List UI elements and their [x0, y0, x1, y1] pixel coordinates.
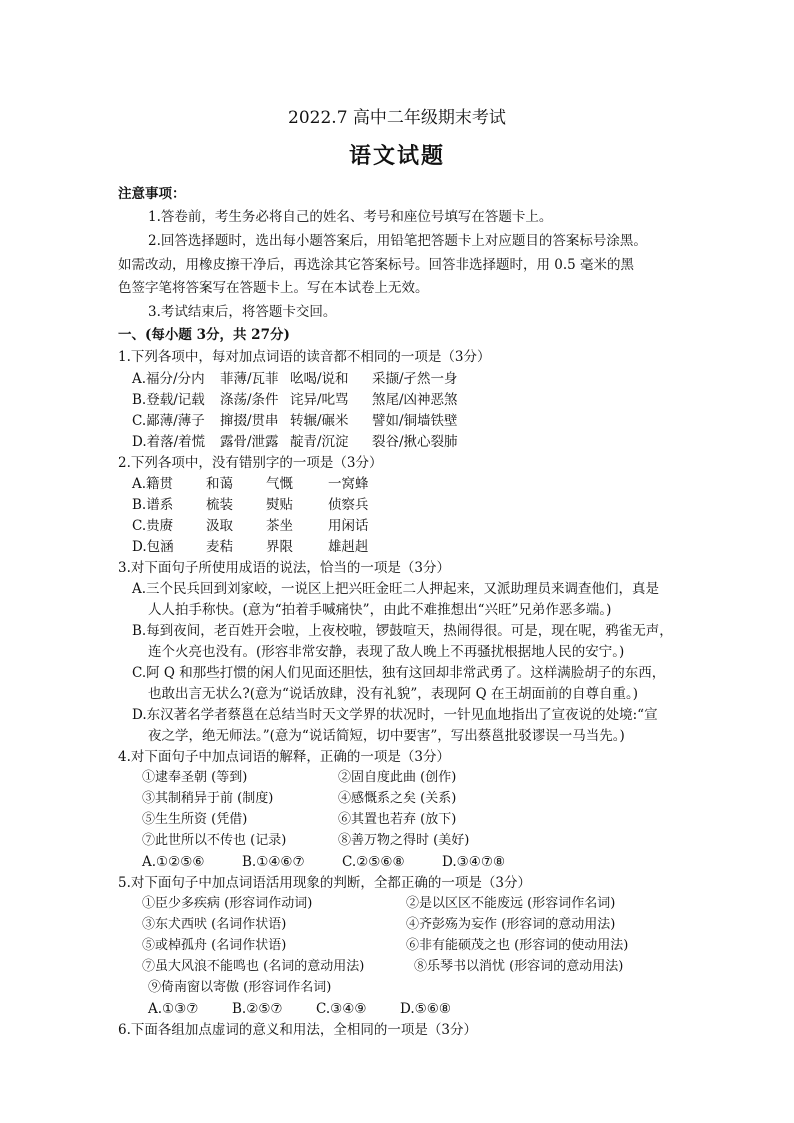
notice-item-2-line-2: 如需改动，用橡皮擦干净后，再选涂其它答案标号。回答非选择题时，用 0.5 毫米的黑	[118, 257, 635, 273]
question-1-option-a: A.福分/分内 菲薄/瓦菲 吆喝/说和 采撷/孑然一身	[132, 371, 458, 387]
notice-item-2-line-1: 2.回答选择题时，选出每小题答案后，用铅笔把答题卡上对应题目的答案标号涂黑。	[148, 233, 647, 249]
question-3-option-a-line-2: 人人拍手称快。(意为“拍着手喊痛快”，由此不难推想出“兴旺”兄弟作恶多端。)	[148, 602, 612, 618]
question-2-option-c: C.贵赓 汲取 茶坐 用闲话	[132, 518, 369, 534]
subject-title: 语文试题	[348, 143, 445, 169]
notice-item-2-line-3: 色签字笔将答案写在答题卡上。写在本试卷上无效。	[118, 280, 429, 296]
section-1-heading: 一、(每小题 3分，共 27分)	[118, 327, 290, 343]
notice-item-1: 1.答卷前，考生务必将自己的姓名、考号和座位号填写在答题卡上。	[148, 209, 553, 225]
question-5-pair-3: ⑤或棹孤舟 (名词作状语) ⑥非有能硕茂之也 (形容词的使动用法)	[142, 938, 629, 953]
question-3-option-c-line-2: 也敢出言无状么?(意为“说话放肆，没有礼貌”，表现阿 Q 在王胡面前的自尊自重。)	[148, 686, 638, 702]
question-6-stem: 6.下面各组加点虚词的意义和用法，全相同的一项是（3分）	[118, 1022, 477, 1038]
question-3-option-b-line-2: 连个火亮也没有。(形容非常安静，表现了敌人晚上不再骚扰根据地人民的安宁。)	[148, 644, 625, 660]
question-4-pair-1: ①逮奉圣朝 (等到) ②固自度此曲 (创作)	[142, 770, 457, 785]
question-3-stem: 3.对下面句子所使用成语的说法，恰当的一项是（3分）	[118, 560, 450, 576]
question-2-option-b: B.谱系 梳装 熨贴 侦察兵	[132, 497, 369, 513]
question-5-item-9: ⑨倚南窗以寄傲 (形容词作名词)	[148, 980, 332, 995]
question-4-pair-4: ⑦此世所以不传也 (记录) ⑧善万物之得时 (美好)	[142, 833, 470, 848]
question-2-stem: 2.下列各项中，没有错别字的一项是（3分）	[118, 455, 383, 471]
question-2-option-a: A.籍贯 和蔼 气慨 一窝蜂	[132, 476, 369, 492]
question-3-option-c-line-1: C.阿 Q 和那些打惯的闲人们见面还胆怯，独有这回却非常武勇了。这样满脸胡子的东西，	[132, 665, 666, 681]
question-4-stem: 4.对下面句子中加点词语的解释，正确的一项是（3分）	[118, 749, 450, 765]
question-2-option-d: D.包涵 麦秸 界限 雄赳赳	[132, 539, 369, 555]
question-1-option-c: C.鄙薄/薄子 撺掇/贯串 转辗/碾米 譬如/铜墙铁壁	[132, 413, 458, 429]
question-3-option-d-line-2: 夜之学，绝无师法。”(意为“说话简短，切中要害”，写出蔡邕批驳谬误一马当先。)	[148, 728, 625, 744]
question-5-stem: 5.对下面句子中加点词语活用现象的判断，全都正确的一项是（3分）	[118, 875, 531, 891]
question-5-pair-4: ⑦虽大风浪不能鸣也 (名词的意动用法) ⑧乐琴书以消忧 (形容词的意动用法)	[142, 959, 624, 974]
question-1-option-b: B.登载/记载 涤荡/条件 诧异/叱骂 煞尾/凶神恶煞	[132, 392, 458, 408]
notice-item-3: 3.考试结束后，将答题卡交回。	[148, 304, 337, 320]
question-3-option-a-line-1: A.三个民兵回到刘家峧，一说区上把兴旺金旺二人押起来，又派助理员来调查他们，真是	[132, 581, 660, 597]
question-5-pair-1: ①臣少多疾病 (形容词作动词) ②是以区区不能废远 (形容词作名词)	[142, 896, 616, 911]
question-4-pair-2: ③其制稍异于前 (制度) ④感慨系之矣 (关系)	[142, 791, 457, 806]
notice-heading: 注意事项：	[118, 186, 186, 202]
question-4-answers: A.①②⑤⑥ B.①④⑥⑦ C.②⑤⑥⑧ D.③④⑦⑧	[142, 854, 506, 870]
question-3-option-b-line-1: B.每到夜间，老百姓开会啦，上夜校啦，锣鼓喧天，热闹得很。可是，现在呢，鸦雀无声，	[132, 623, 673, 639]
question-4-pair-3: ⑤生生所资 (凭借) ⑥其置也若弃 (放下)	[142, 812, 457, 827]
question-1-option-d: D.着落/着慌 露骨/泄露 靛青/沉淀 裂谷/揪心裂肺	[132, 434, 458, 450]
exam-title: 2022.7 高中二年级期末考试	[288, 108, 506, 128]
question-5-answers: A.①③⑦ B.②⑤⑦ C.③④⑨ D.⑤⑥⑧	[148, 1001, 451, 1017]
question-3-option-d-line-1: D.东汉著名学者蔡邕在总结当时天文学界的状况时，一针见血地指出了宣夜说的处境:“宣	[132, 707, 658, 723]
question-1-stem: 1.下列各项中，每对加点词语的读音都不相同的一项是（3分）	[118, 349, 491, 365]
question-5-pair-2: ③东犬西吠 (名词作状语) ④齐彭殇为妄作 (形容词的意动用法)	[142, 917, 616, 932]
